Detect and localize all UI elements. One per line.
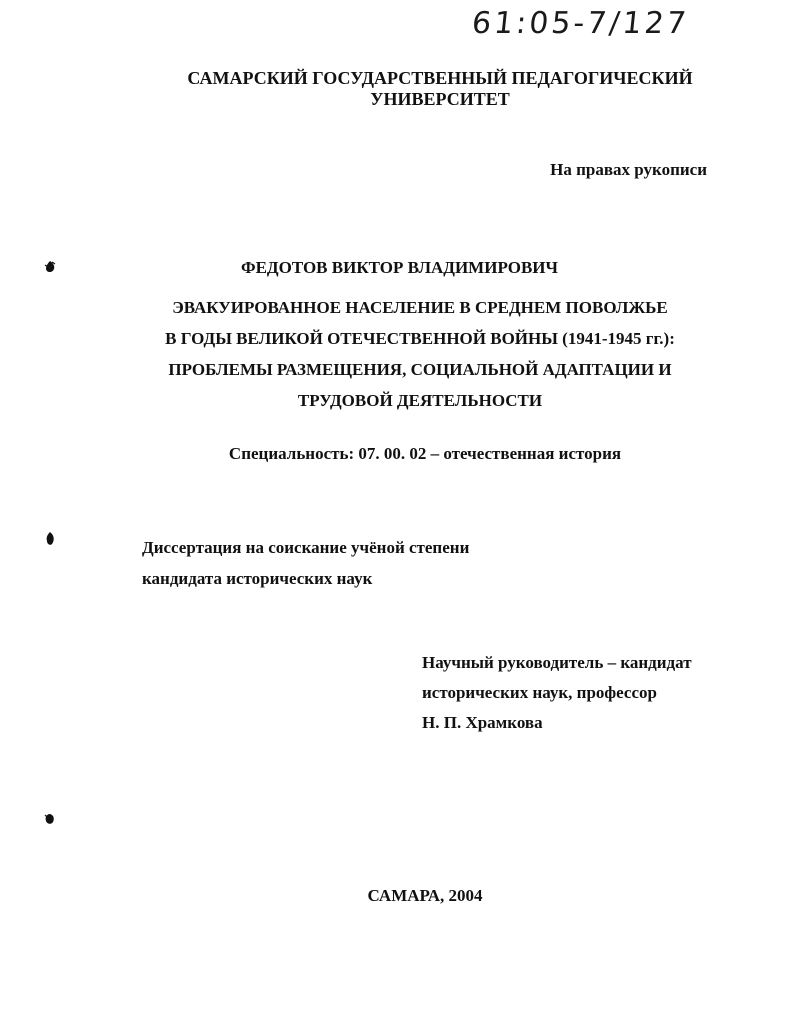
university-name-line-1: САМАРСКИЙ ГОСУДАРСТВЕННЫЙ ПЕДАГОГИЧЕСКИЙ [187, 68, 693, 88]
supervisor-name: Н. П. Храмкова [422, 713, 543, 732]
degree-statement-line-1: Диссертация на соискание учёной степени [142, 538, 470, 557]
city-and-year: САМАРА, 2004 [367, 886, 483, 905]
dissertation-title [100, 292, 740, 416]
title-line-4: ТРУДОВОЙ ДЕЯТЕЛЬНОСТИ [297, 391, 543, 410]
title-line-1: ЭВАКУИРОВАННОЕ НАСЕЛЕНИЕ В СРЕДНЕМ ПОВОЛЖЬЕ [172, 298, 668, 317]
author-name: ФЕДОТОВ ВИКТОР ВЛАДИМИРОВИЧ [240, 258, 558, 277]
handwritten-archive-number: 61:05-7/127 [470, 6, 691, 41]
title-line-2: В ГОДЫ ВЕЛИКОЙ ОТЕЧЕСТВЕННОЙ ВОЙНЫ (1941-1945 гг.): [165, 329, 675, 348]
supervisor-block [422, 648, 692, 738]
degree-statement-line-2: кандидата исторических наук [142, 569, 373, 588]
university-name [140, 68, 740, 110]
binding-hole-mark-icon [44, 812, 56, 826]
title-line-3: ПРОБЛЕМЫ РАЗМЕЩЕНИЯ, СОЦИАЛЬНОЙ АДАПТАЦИИ И [168, 360, 672, 379]
binding-hole-mark-icon [44, 532, 56, 546]
supervisor-line-2: исторических наук, профессор [422, 683, 657, 702]
supervisor-line-1: Научный руководитель – кандидат [422, 653, 692, 672]
binding-hole-mark-icon [44, 260, 56, 274]
specialty-line: Специальность: 07. 00. 02 – отечественная история [228, 444, 622, 463]
university-name-line-2: УНИВЕРСИТЕТ [370, 89, 510, 109]
manuscript-rights-note: На правах рукописи [550, 160, 707, 179]
degree-statement [142, 532, 469, 594]
